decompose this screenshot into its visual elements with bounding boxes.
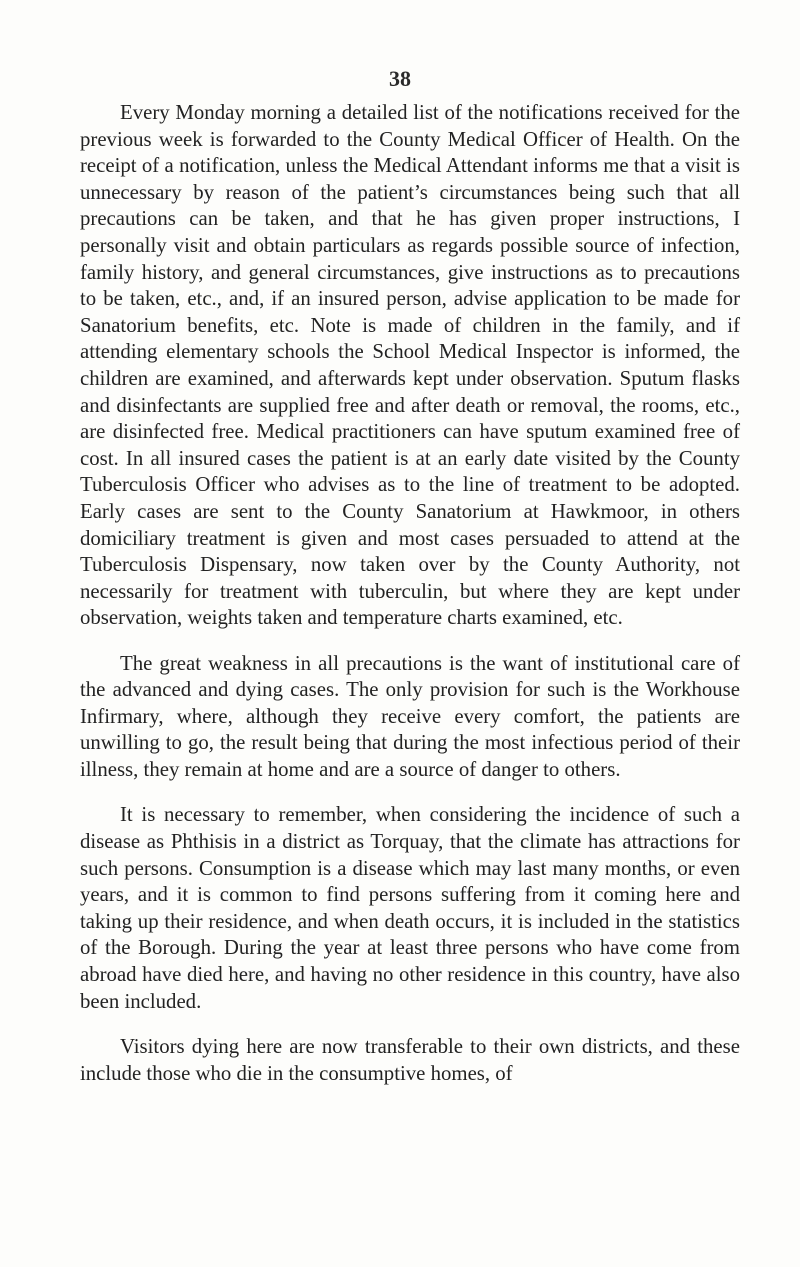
body-text [80, 100, 740, 1087]
paragraph-institutional-care: The great weakness in all precautions is the want of institutional care of the advanced and dying cases. The only provision for such is the Workhouse Infirmary, where, although they receive every comfort, the patients are unwilling to go, the result being that during the most infectious period of their illness, they remain at home and are a source of danger to others. [80, 651, 740, 782]
paragraph-visitors: Visitors dying here are now transferable to their own districts, and these include those who die in the consumptive homes, of [80, 1034, 740, 1085]
paragraph-phthisis-incidence: It is necessary to remember, when considering the incidence of such a disease as Phthisis in a district as Torquay, that the climate has attractions for such persons. Consumption is a disease which may last many months, or even years, and it is common to find persons suffering from it coming here and taking up their residence, and when death occurs, it is included in the statistics of the Borough. During the year at least three persons who have come from abroad have died here, and having no other residence in this country, have also been included. [80, 803, 740, 1013]
paragraph-notifications: Every Monday morning a detailed list of the notifications received for the previous week is forwarded to the County Medical Officer of Health. On the receipt of a notification, unless the Medical Attendant informs me that a visit is unnecessary by reason of the patient’s circumstances being such that all precautions can be taken, and that he has given proper instructions, I personally visit and obtain particulars as regards possible source of infection, family history, and general circumstances, give instructions as to precautions to be taken, etc., and, if an insured person, advise application to be made for Sanatorium benefits, etc. Note is made of children in the family, and if attending elementary schools the School Medical Inspector is informed, the children are examined, and afterwards kept under observation. Sputum flasks and disinfectants are supplied free and after death or removal, the rooms, etc., are disinfected free. Medical practitioners can have sputum examined free of cost. In all insured cases the patient is at an early date visited by the County Tuberculosis Officer who advises as to the line of treatment to be adopted. Early cases are sent to the County Sanatorium at Hawkmoor, in others domiciliary treatment is given and most cases persuaded to attend at the Tuberculosis Dispensary, now taken over by the County Authority, not necessarily for treatment with tuberculin, but where they are kept under observation, weights taken and temperature charts examined, etc. [80, 101, 740, 630]
page-number: 38 [389, 66, 411, 91]
